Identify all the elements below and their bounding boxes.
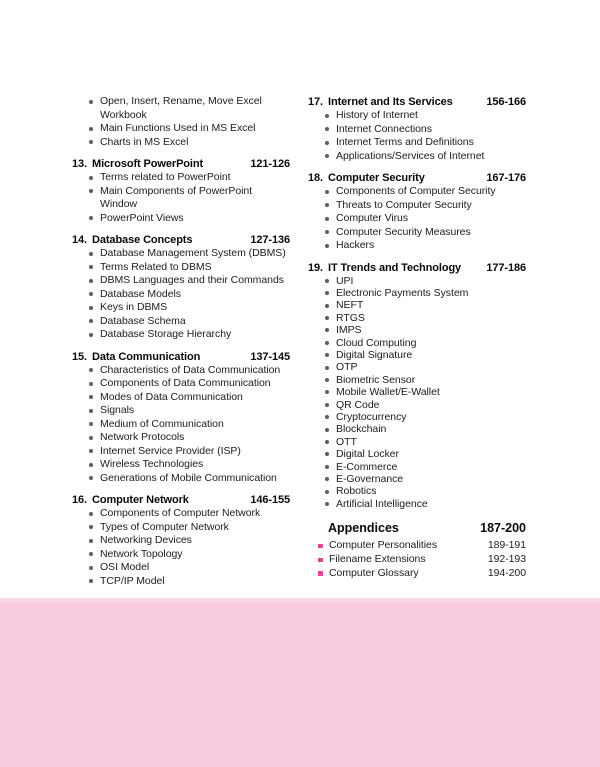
appendix-item-label: Filename Extensions xyxy=(329,553,426,566)
dot-bullet-icon xyxy=(325,353,329,357)
toc-item-label: Biometric Sensor xyxy=(336,373,416,386)
dot-bullet-icon xyxy=(89,422,93,426)
appendix-item-pages: 194-200 xyxy=(487,566,526,579)
toc-item xyxy=(308,185,526,199)
toc-item-label: RTGS xyxy=(336,311,365,324)
section-pages: 177-186 xyxy=(486,261,526,274)
toc-item-label: Computer Virus xyxy=(336,212,409,224)
dot-bullet-icon xyxy=(325,502,329,506)
toc-item-label: OTP xyxy=(336,361,358,374)
dot-bullet-icon xyxy=(89,252,93,256)
toc-item-label: Main Functions Used in MS Excel xyxy=(100,122,256,134)
section-title: Computer Network xyxy=(92,494,189,506)
toc-item-label: Terms related to PowerPoint xyxy=(100,171,231,183)
section-heading xyxy=(308,261,526,275)
toc-item xyxy=(308,337,526,349)
dot-bullet-icon xyxy=(89,539,93,543)
toc-item xyxy=(72,418,290,432)
dot-bullet-icon xyxy=(89,279,93,283)
dot-bullet-icon xyxy=(325,415,329,419)
toc-item xyxy=(308,386,526,398)
toc-item xyxy=(308,275,526,287)
toc-item xyxy=(72,328,290,342)
dot-bullet-icon xyxy=(89,319,93,323)
toc-item xyxy=(72,404,290,418)
toc-item-label: Internet Connections xyxy=(336,122,432,135)
toc-column-left xyxy=(72,95,290,588)
section-items xyxy=(308,275,526,511)
dot-bullet-icon xyxy=(325,440,329,444)
dot-bullet-icon xyxy=(89,265,93,269)
toc-item-label: Components of Data Communication xyxy=(100,377,271,389)
toc-item xyxy=(72,575,290,589)
toc-item-label: Generations of Mobile Communication xyxy=(100,471,277,484)
dot-bullet-icon xyxy=(325,490,329,494)
toc-item xyxy=(308,423,526,435)
left-sections xyxy=(72,157,290,588)
dot-bullet-icon xyxy=(89,333,93,337)
toc-item-label: Hackers xyxy=(336,239,375,251)
appendix-items xyxy=(308,539,526,580)
toc-item xyxy=(72,364,290,378)
dot-bullet-icon xyxy=(325,230,329,234)
dot-bullet-icon xyxy=(89,382,93,386)
toc-item-label: Network Topology xyxy=(100,547,183,560)
appendices-pages: 187-200 xyxy=(480,521,526,536)
toc-item xyxy=(72,445,290,459)
section-pages: 137-145 xyxy=(250,350,290,363)
toc-item xyxy=(72,431,290,445)
dot-bullet-icon xyxy=(89,395,93,399)
toc-item xyxy=(72,561,290,575)
toc-item-label: OTT xyxy=(336,435,357,448)
toc-item xyxy=(72,315,290,329)
toc-item-label: Cloud Computing xyxy=(336,336,417,349)
toc-item-label: Internet Service Provider (ISP) xyxy=(100,444,241,457)
section-heading xyxy=(72,493,290,507)
section-number: 14. xyxy=(72,234,87,246)
dot-bullet-icon xyxy=(325,304,329,308)
toc-item xyxy=(72,534,290,548)
toc-item-label: Digital Locker xyxy=(336,448,399,461)
dot-bullet-icon xyxy=(89,368,93,372)
dot-bullet-icon xyxy=(89,566,93,570)
section-number: 18. xyxy=(308,172,323,184)
dot-bullet-icon xyxy=(325,244,329,248)
section-title: Data Communication xyxy=(92,350,201,363)
toc-section-18 xyxy=(308,171,526,253)
toc-item-label: Database Management System (DBMS) xyxy=(100,247,286,259)
toc-item-label: Keys in DBMS xyxy=(100,301,168,313)
dot-bullet-icon xyxy=(89,189,93,193)
toc-item-label: Threats to Computer Security xyxy=(336,198,472,211)
toc-item xyxy=(72,458,290,472)
section-number: 19. xyxy=(308,261,323,274)
dot-bullet-icon xyxy=(325,154,329,158)
toc-item-label: QR Code xyxy=(336,398,380,411)
dot-bullet-icon xyxy=(89,476,93,480)
toc-item-label: Charts in MS Excel xyxy=(100,135,189,148)
section-number: 13. xyxy=(72,158,87,170)
dot-bullet-icon xyxy=(89,525,93,529)
toc-item-label: Network Protocols xyxy=(100,431,185,443)
dot-bullet-icon xyxy=(89,512,93,516)
dot-bullet-icon xyxy=(325,328,329,332)
section-title: IT Trends and Technology xyxy=(328,261,462,274)
appendix-item-pages: 189-191 xyxy=(487,539,526,552)
section-title: Microsoft PowerPoint xyxy=(92,158,204,170)
dot-bullet-icon xyxy=(325,378,329,382)
toc-item-label: Electronic Payments System xyxy=(336,286,469,299)
dot-bullet-icon xyxy=(89,436,93,440)
toc-item xyxy=(72,288,290,302)
toc-item xyxy=(308,150,526,164)
appendices-section xyxy=(308,520,526,580)
toc-item xyxy=(72,261,290,275)
toc-item-label: Cryptocurrency xyxy=(336,410,407,423)
toc-item-label: DBMS Languages and their Commands xyxy=(100,274,284,286)
toc-item-label: Digital Signature xyxy=(336,348,413,361)
toc-item-label: Applications/Services of Internet xyxy=(336,149,485,162)
toc-item-label: Blockchain xyxy=(336,423,387,436)
dot-bullet-icon xyxy=(325,190,329,194)
toc-item-label: Wireless Technologies xyxy=(100,458,204,470)
toc-item xyxy=(308,349,526,361)
toc-item xyxy=(308,374,526,386)
toc-item-label: Database Storage Hierarchy xyxy=(100,328,232,340)
toc-item xyxy=(308,287,526,299)
dot-bullet-icon xyxy=(325,477,329,481)
appendices-heading xyxy=(308,520,526,536)
section-title: Internet and Its Services xyxy=(328,96,453,108)
appendix-item-pages: 192-193 xyxy=(487,553,526,566)
toc-item-label: Types of Computer Network xyxy=(100,520,229,533)
toc-item-label: Database Models xyxy=(100,287,181,300)
section-heading xyxy=(308,171,526,185)
section-pages: 121-126 xyxy=(250,158,290,170)
toc-item-label: Medium of Communication xyxy=(100,417,224,430)
toc-item-label: Components of Computer Security xyxy=(336,185,496,197)
toc-item-label: Open, Insert, Rename, Move Excel Workbook xyxy=(100,95,262,121)
leading-items xyxy=(72,95,290,149)
toc-item-label: E-Commerce xyxy=(336,460,398,473)
toc-item xyxy=(72,521,290,535)
toc-item-label: Internet Terms and Definitions xyxy=(336,136,474,148)
section-items xyxy=(72,247,290,342)
toc-section-13 xyxy=(72,157,290,225)
dot-bullet-icon xyxy=(325,465,329,469)
toc-item xyxy=(72,274,290,288)
toc-item xyxy=(308,361,526,373)
dot-bullet-icon xyxy=(325,390,329,394)
toc-item xyxy=(72,301,290,315)
toc-item xyxy=(308,199,526,213)
toc-item xyxy=(72,171,290,185)
section-items xyxy=(72,507,290,588)
toc-item xyxy=(72,212,290,226)
toc-section-15 xyxy=(72,350,290,486)
toc-item xyxy=(72,247,290,261)
toc-item xyxy=(308,461,526,473)
section-heading xyxy=(72,157,290,171)
section-pages: 167-176 xyxy=(486,172,526,184)
toc-item xyxy=(72,472,290,486)
dot-bullet-icon xyxy=(89,306,93,310)
toc-item-label: Networking Devices xyxy=(100,534,192,546)
appendix-item xyxy=(308,553,526,567)
dot-bullet-icon xyxy=(89,552,93,556)
dot-bullet-icon xyxy=(325,127,329,131)
appendix-item-label: Computer Personalities xyxy=(329,539,438,552)
toc-item-label: History of Internet xyxy=(336,109,418,121)
section-items xyxy=(308,109,526,163)
toc-item-label: Characteristics of Data Communication xyxy=(100,363,281,376)
footer-band xyxy=(0,598,600,767)
toc-section-17 xyxy=(308,95,526,163)
toc-item xyxy=(308,299,526,311)
dot-bullet-icon xyxy=(89,216,93,220)
dot-bullet-icon xyxy=(89,100,93,104)
toc-item-label: Robotics xyxy=(336,485,377,498)
toc-item xyxy=(308,485,526,497)
toc-item xyxy=(72,185,290,212)
appendix-item xyxy=(308,539,526,553)
section-title: Database Concepts xyxy=(92,234,193,246)
toc-section-16 xyxy=(72,493,290,588)
toc-item xyxy=(308,123,526,137)
appendix-item-label: Computer Glossary xyxy=(329,566,419,579)
toc-item-label: Computer Security Measures xyxy=(336,225,471,238)
dot-bullet-icon xyxy=(325,428,329,432)
toc-item-label: PowerPoint Views xyxy=(100,211,184,224)
square-bullet-icon xyxy=(318,571,323,576)
toc-item xyxy=(308,399,526,411)
toc-item xyxy=(308,239,526,253)
section-items xyxy=(72,364,290,486)
dot-bullet-icon xyxy=(89,463,93,467)
square-bullet-icon xyxy=(318,544,323,549)
toc-item xyxy=(308,226,526,240)
section-pages: 146-155 xyxy=(250,494,290,506)
dot-bullet-icon xyxy=(89,176,93,180)
section-items xyxy=(308,185,526,253)
dot-bullet-icon xyxy=(89,449,93,453)
toc-item-label: Main Components of PowerPoint Window xyxy=(100,184,253,210)
toc-item xyxy=(72,377,290,391)
dot-bullet-icon xyxy=(325,366,329,370)
toc-item xyxy=(308,411,526,423)
toc-item xyxy=(308,212,526,226)
section-number: 15. xyxy=(72,350,87,363)
dot-bullet-icon xyxy=(325,452,329,456)
toc-item-label: Mobile Wallet/E-Wallet xyxy=(336,386,440,399)
toc-item xyxy=(308,312,526,324)
toc-item xyxy=(72,136,290,150)
section-number: 17. xyxy=(308,96,323,108)
dot-bullet-icon xyxy=(89,409,93,413)
appendices-title: Appendices xyxy=(328,521,399,536)
dot-bullet-icon xyxy=(325,203,329,207)
toc-item-label: E-Governance xyxy=(336,473,404,485)
section-title: Computer Security xyxy=(328,172,425,184)
toc-item xyxy=(72,122,290,136)
toc-item xyxy=(308,498,526,510)
dot-bullet-icon xyxy=(325,403,329,407)
toc-item-label: Terms Related to DBMS xyxy=(100,260,212,273)
dot-bullet-icon xyxy=(325,316,329,320)
toc-columns xyxy=(72,95,526,588)
toc-item-label: Database Schema xyxy=(100,314,186,327)
section-items xyxy=(72,171,290,225)
toc-item-label: Artificial Intelligence xyxy=(336,497,428,510)
dot-bullet-icon xyxy=(325,291,329,295)
toc-item xyxy=(308,448,526,460)
toc-item-label: TCP/IP Model xyxy=(100,574,165,587)
section-heading xyxy=(72,233,290,247)
toc-item xyxy=(72,391,290,405)
section-number: 16. xyxy=(72,494,87,506)
toc-section-19 xyxy=(308,261,526,511)
toc-item xyxy=(72,95,290,122)
dot-bullet-icon xyxy=(325,114,329,118)
toc-item-label: NEFT xyxy=(336,299,364,312)
toc-item xyxy=(308,136,526,150)
dot-bullet-icon xyxy=(325,279,329,283)
toc-item-label: OSI Model xyxy=(100,561,150,573)
toc-item-label: Components of Computer Network xyxy=(100,507,261,519)
toc-item-label: UPI xyxy=(336,274,354,287)
toc-item xyxy=(72,507,290,521)
dot-bullet-icon xyxy=(325,217,329,221)
toc-item-label: Signals xyxy=(100,404,135,416)
toc-item xyxy=(308,473,526,485)
toc-section-14 xyxy=(72,233,290,342)
section-pages: 127-136 xyxy=(250,234,290,246)
toc-item xyxy=(308,109,526,123)
toc-item-label: Modes of Data Communication xyxy=(100,390,243,403)
dot-bullet-icon xyxy=(325,341,329,345)
section-heading xyxy=(308,95,526,109)
toc-item xyxy=(308,436,526,448)
toc-column-right xyxy=(308,95,526,588)
dot-bullet-icon xyxy=(89,140,93,144)
toc-item xyxy=(72,548,290,562)
section-heading xyxy=(72,350,290,364)
square-bullet-icon xyxy=(318,558,323,563)
appendix-item xyxy=(308,567,526,581)
toc-item-label: IMPS xyxy=(336,324,362,337)
dot-bullet-icon xyxy=(89,292,93,296)
right-sections xyxy=(308,95,526,510)
dot-bullet-icon xyxy=(89,579,93,583)
toc-item xyxy=(308,324,526,336)
dot-bullet-icon xyxy=(89,127,93,131)
section-pages: 156-166 xyxy=(486,96,526,108)
dot-bullet-icon xyxy=(325,141,329,145)
